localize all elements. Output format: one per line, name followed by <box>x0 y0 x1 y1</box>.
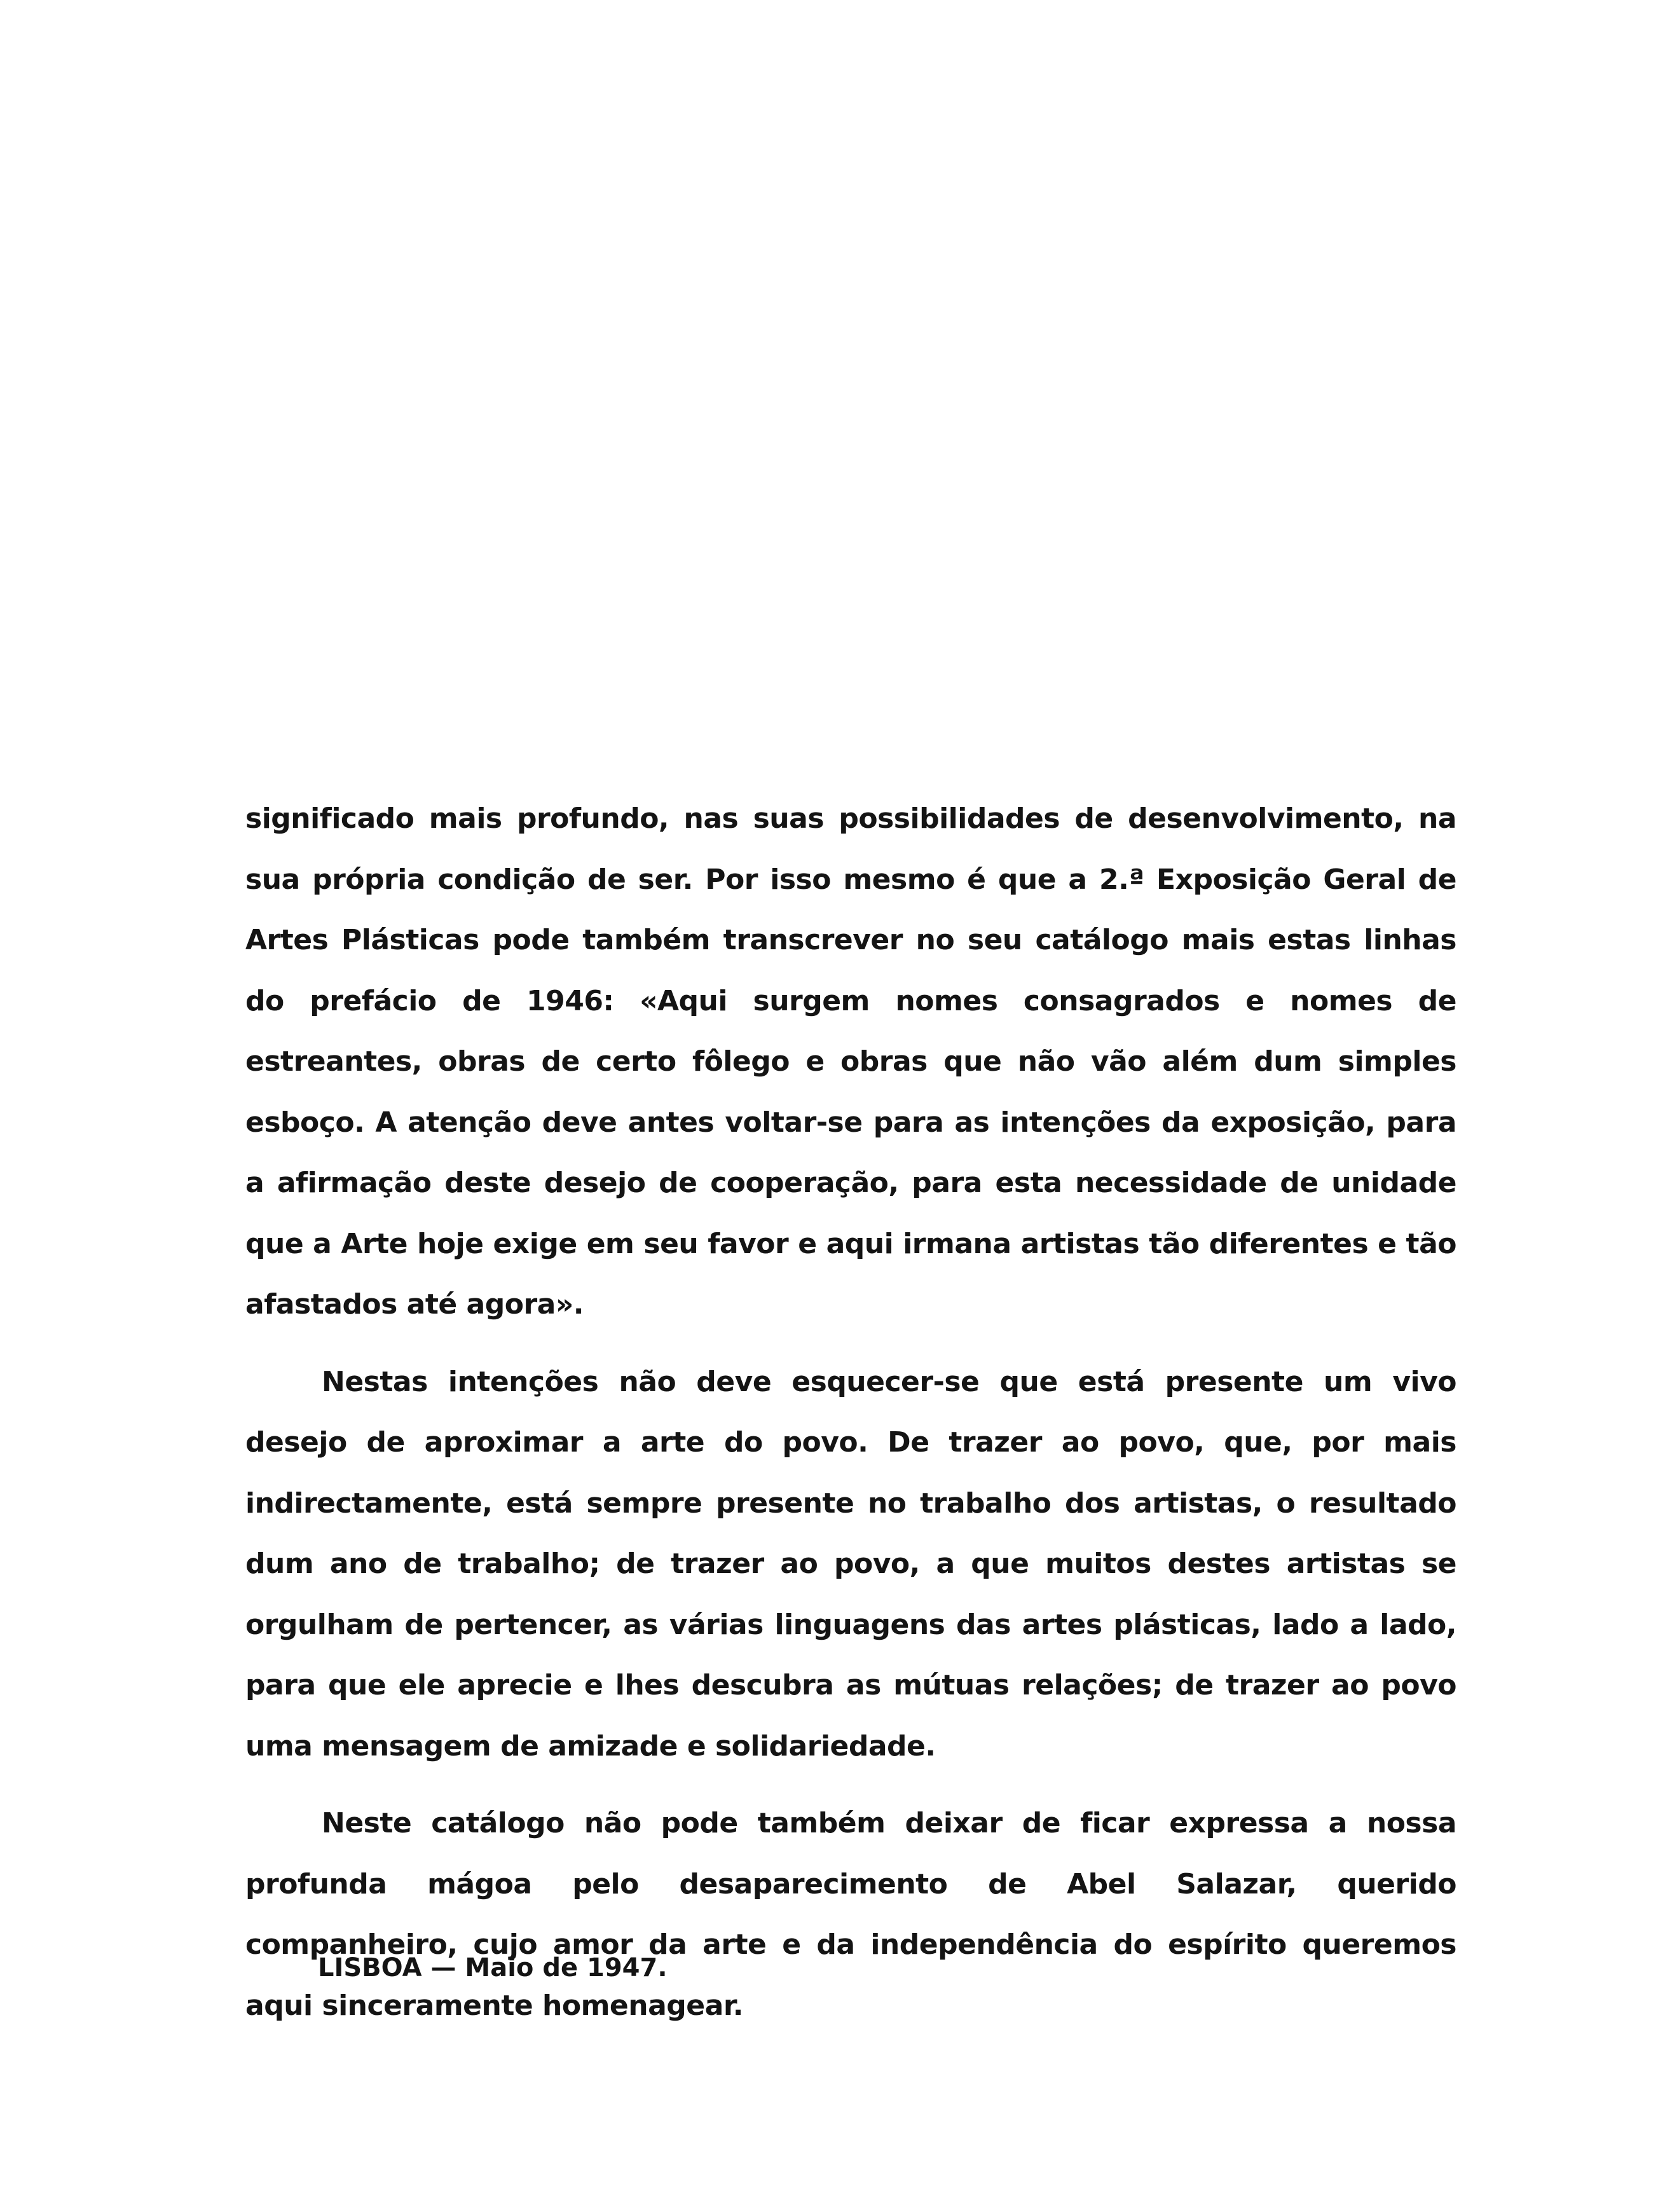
paragraph-continuation: significado mais profundo, nas suas possibilidades de desenvolvimento, na sua própria condição de ser. Por isso mesmo é que a 2.ª Exposição Geral de Artes Plásticas pode também transcrever no seu catálogo mais estas linhas do prefácio de 1946: «Aqui surgem nomes consagrados e nomes de estreantes, obras de certo fôlego e obras que não vão além dum simples esboço. A atenção deve antes voltar-se para as intenções da exposição, para a afirmação deste desejo de cooperação, para esta necessidade de unidade que a Arte hoje exige em seu favor e aqui irmana artistas tão diferentes e tão afastados até agora». <box>245 802 1456 1321</box>
body-text <box>245 788 1456 2036</box>
paragraph-tribute: Neste catálogo não pode também deixar de ficar expressa a nossa profunda mágoa pelo desaparecimento de Abel Salazar, querido companheiro, cujo amor da arte e da independência do espírito queremos aqui sinceramente homenagear. <box>245 1807 1456 2022</box>
paragraph-intentions: Nestas intenções não deve esquecer-se que está presente um vivo desejo de aproximar a arte do povo. De trazer ao povo, que, por mais indirectamente, está sempre presente no trabalho dos artistas, o resultado dum ano de trabalho; de trazer ao povo, a que muitos destes artistas se orgulham de pertencer, as várias linguagens das artes plásticas, lado a lado, para que ele aprecie e lhes descubra as mútuas relações; de trazer ao povo uma mensagem de amizade e solidariedade. <box>245 1365 1456 1762</box>
place-date-signature: LISBOA — Maio de 1947. <box>318 1953 668 1982</box>
